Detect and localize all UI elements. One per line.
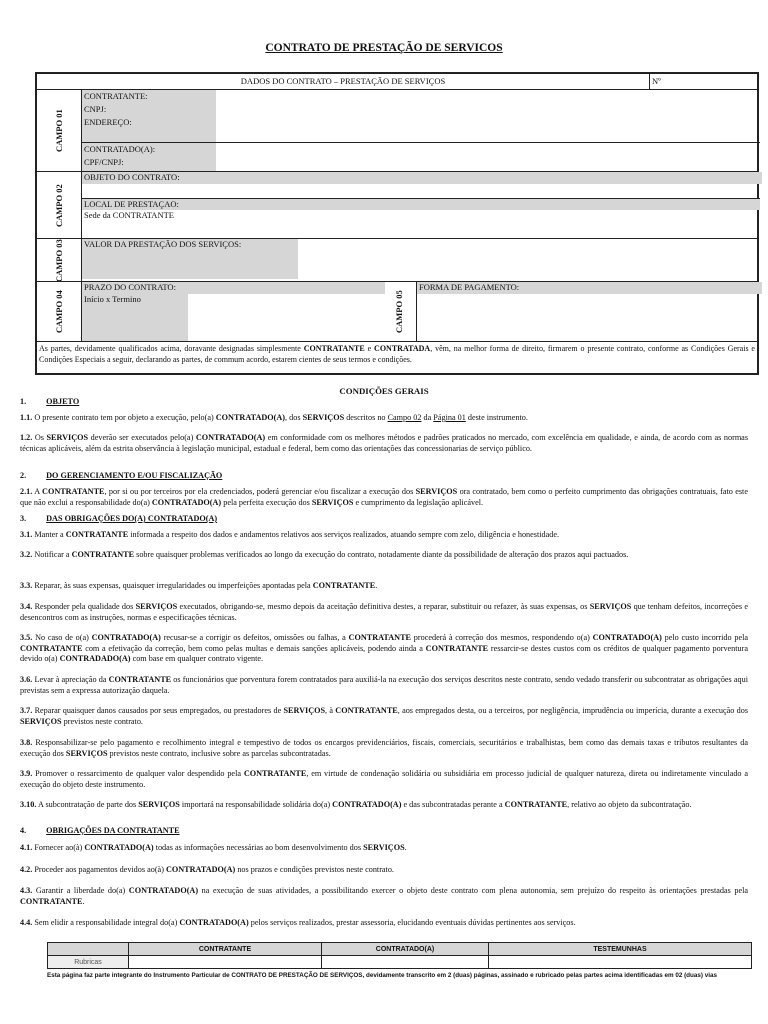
clause-4-3: 4.3. Garantir a liberdade do(a) CONTRATADO(A) na execução de suas atividades, a possibilitando exercer o objeto deste contrato com plena autonomia, sem prejuízo do respeito às orientações prestadas pela CONTRATANTE. xyxy=(20,886,748,906)
frame-header: DADOS DO CONTRATO – PRESTAÇÃO DE SERVIÇOS xyxy=(240,76,446,86)
campo01-row xyxy=(37,89,757,171)
intro-row xyxy=(37,341,757,375)
sede-value: Sede da CONTRATANTE xyxy=(84,210,174,220)
section-2-heading: 2. DO GERENCIAMENTO E/OU FISCALIZAÇÃO xyxy=(20,471,223,480)
campo03-row xyxy=(37,238,757,281)
section-4-heading: 4. OBRIGAÇÕES DA CONTRATANTE xyxy=(20,826,180,835)
campo03-label: CAMPO 03 xyxy=(54,239,64,282)
inicio-termino: Início x Termino xyxy=(82,294,188,342)
footnote: Esta página faz parte integrante do Instrumento Particular de CONTRATO DE PRESTAÇÃO DE SERVIÇOS, devidamente transcrito em 2 (duas) páginas, assinado e rubricado pelas partes acima identificadas em 02 (duas) vias xyxy=(47,972,717,979)
section-1-heading: 1. OBJETO xyxy=(20,397,80,406)
clause-3-2: 3.2. Notificar a CONTRATANTE sobre quaisquer problemas verificados ao longo da execução do contrato, notadamente diante da possibilidade de alteração dos prazos aqui pactuados. xyxy=(20,550,629,559)
rubrica-contratante[interactable] xyxy=(129,956,322,969)
clause-4-4: 4.4. Sem elidir a responsabilidade integral do(a) CONTRATADO(A) pelos serviços realizados, prestar assessoria, elucidando eventuais dúvidas pertinentes aos serviços. xyxy=(20,918,576,927)
contratante-label: CONTRATANTE: xyxy=(84,91,148,101)
clause-2-1: 2.1. A CONTRATANTE, por si ou por terceiros por ela credenciados, poderá gerenciar e/ou fiscalizar a execução dos SERVIÇOS ora contratado, bem como o perfeito cumprimento das obrigações contratuais, fato este que não exclui a responsabilidade do(a) CONTRATADO(A) pela perfeita execução dos SERVIÇOS e cumprimento da legislação aplicável. xyxy=(20,487,748,507)
cnpj-label: CNPJ: xyxy=(84,104,107,114)
clause-3-1: 3.1. Manter a CONTRATANTE informada a respeito dos dados e andamentos relativos aos serviços realizados, atuando sempre com zelo, diligência e honestidade. xyxy=(20,530,560,539)
contract-data-frame xyxy=(35,72,759,375)
rubrica-testemunhas[interactable] xyxy=(489,956,752,969)
campo02-label: CAMPO 02 xyxy=(54,184,64,227)
clause-3-8: 3.8. Responsabilizar-se pelo pagamento e recolhimento integral e tempestivo de todos os encargos previdenciários, fiscais, comerciais, securitários e trabalhistas, bem como das demais taxas e tributos resultantes da execução dos SERVIÇOS previstos neste contrato, inclusive sobre as parcelas subcontratadas. xyxy=(20,738,749,758)
rubrica-contratado[interactable] xyxy=(322,956,489,969)
clause-4-2: 4.2. Proceder aos pagamentos devidos ao(à) CONTRATADO(A) nos prazos e condições previstos neste contrato. xyxy=(20,865,394,874)
sig-col-contratante: CONTRATANTE xyxy=(129,943,322,956)
clause-3-5: 3.5. No caso de o(a) CONTRATADO(A) recusar-se a corrigir os defeitos, omissões ou falhas, a CONTRATANTE procederá à correção dos mesmos, respondendo o(a) CONTRATADO(A) pelo custo incorrido pela CONTRATANTE com a efetivação da correção, bem como pelas multas e demais sanções aplicáveis, podendo ainda a CONTRATANTE ressarcir-se destes custos com os créditos de qualquer pagamento porventura devido o(a) CONTRADADO(A) com base em qualquer contrato vigente. xyxy=(20,633,749,663)
campo04-row xyxy=(37,281,757,341)
clause-4-1: 4.1. Fornecer ao(à) CONTRATADO(A) todas as informações necessárias ao bom desenvolvimento dos SERVIÇOS. xyxy=(20,843,407,852)
campo04-label: CAMPO 04 xyxy=(54,290,64,334)
section-3-heading: 3. DAS OBRIGAÇÕES DO(A) CONTRATADO(A) xyxy=(20,514,218,523)
valor-label: VALOR DA PRESTAÇÃO DOS SERVIÇOS: xyxy=(82,239,298,279)
clause-3-6: 3.6. Levar à apreciação da CONTRATANTE os funcionários que porventura forem contratados para auxiliá-la na execução dos serviços descritos neste contrato, sendo vedado transferir ou subcontratar as obrigações aqui previstas sem a expressa autorização daquela. xyxy=(20,675,749,695)
clause-3-4: 3.4. Responder pela qualidade dos SERVIÇOS executados, obrigando-se, mesmo depois da aceitação definitiva destes, a reparar, substituir ou refazer, às suas expensas, os SERVIÇOS que tenham defeitos, incorreções e desencontros com as instruções, normas e especificações técnicas. xyxy=(20,602,749,622)
campo05-label: CAMPO 05 xyxy=(382,282,417,342)
clause-3-9: 3.9. Promover o ressarcimento de qualquer valor despendido pela CONTRATANTE, em virtude de condenação solidária ou subsidiária em processo judicial de qualquer natureza, direta ou indiretamente vinculado a execução do objeto deste instrumento. xyxy=(20,769,748,789)
intro-text: As partes, devidamente qualificados acima, doravante designadas simplesmente CONTRATANTE e CONTRATADA, vêm, na melhor forma de direito, firmarem o presente contrato, conforme as Condições Gerais e Condições Especiais a seguir, declarando as partes, de commum acordo, estarem cientes de seus termos e condições. xyxy=(39,344,755,364)
endereco-label: ENDEREÇO: xyxy=(84,117,132,127)
clause-1-2: 1.2. Os SERVIÇOS deverão ser executados pelo(a) CONTRATADO(A) em conformidade com os melhores métodos e padrões praticados no mercado, com excelência em qualidade, e ainda, de acordo com as normas técnicas aplicáveis, além da estrita observância à legislação municipal, estadual e federal, bem como das orientações das concessionarias de serviço público. xyxy=(20,433,749,453)
clause-1-1: 1.1. O presente contrato tem por objeto a execução, pelo(a) CONTRATADO(A), dos SERVIÇOS descritos no Campo 02 da Página 01 deste instrumento. xyxy=(20,413,528,422)
signature-table xyxy=(47,942,752,969)
cpf-cnpj-label: CPF/CNPJ: xyxy=(84,157,124,167)
clause-3-3: 3.3. Reparar, às suas expensas, quaisquer irregularidades ou imperfeições apontadas pela CONTRATANTE. xyxy=(20,581,378,590)
campo01-label: CAMPO 01 xyxy=(54,109,64,153)
conditions-title: CONDIÇÕES GERAIS xyxy=(339,386,429,396)
contratado-label: CONTRATADO(A): xyxy=(84,144,156,154)
prazo-label: PRAZO DO CONTRATO: xyxy=(82,282,385,294)
rubricas-label: Rubricas xyxy=(48,956,129,969)
contract-number-label: Nº xyxy=(649,74,759,89)
sig-col-testemunhas: TESTEMUNHAS xyxy=(489,943,752,956)
forma-pagamento-label: FORMA DE PAGAMENTO: xyxy=(417,282,762,294)
campo02-row xyxy=(37,171,757,238)
contratante-block xyxy=(82,90,216,142)
clause-3-7: 3.7. Reparar quaisquer danos causados por seus empregados, ou prestadores de SERVIÇOS, à CONTRATANTE, aos empregados desta, ou a terceiros, por negligência, imprudência ou imperícia, durante a execução dos SERVIÇOS previstos neste contrato. xyxy=(20,706,749,726)
contratado-block xyxy=(82,142,760,173)
local-label: LOCAL DE PRESTAÇAO: xyxy=(82,199,760,210)
clause-3-10: 3.10. A subcontratação de parte dos SERVIÇOS importará na responsabilidade solidária do(a) CONTRATADO(A) e das subcontratadas perante a CONTRATANTE, relativo ao objeto da subcontratação. xyxy=(20,800,692,809)
document-title: CONTRATO DE PRESTAÇÃO DE SERVICOS xyxy=(265,42,503,54)
objeto-label: OBJETO DO CONTRATO: xyxy=(82,172,762,184)
sig-col-contratado: CONTRATADO(A) xyxy=(322,943,489,956)
